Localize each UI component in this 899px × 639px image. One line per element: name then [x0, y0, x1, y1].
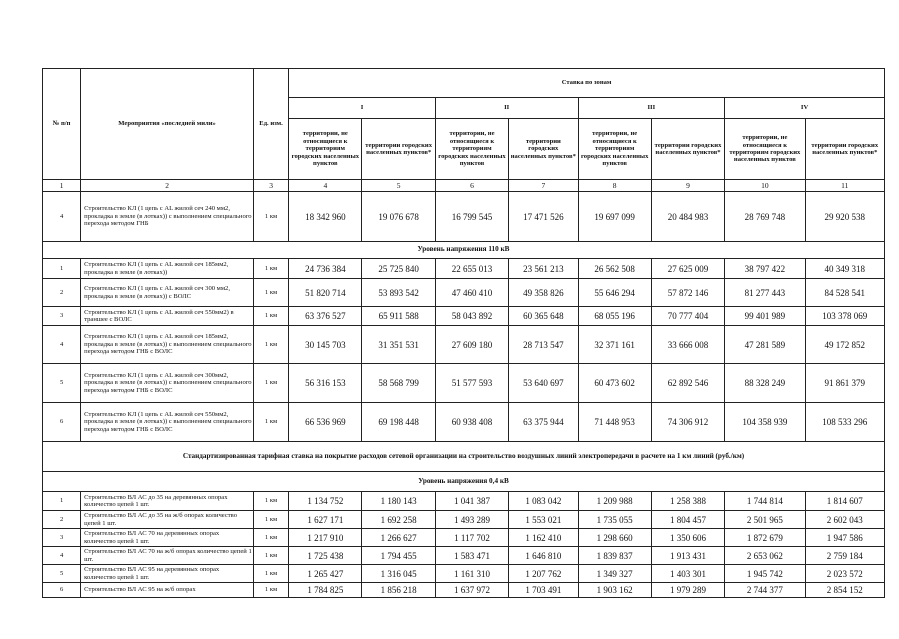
rate-value: 47 460 410	[435, 279, 508, 307]
rate-value: 57 872 146	[651, 279, 724, 307]
rate-value: 18 342 960	[289, 192, 362, 242]
rate-value: 1 403 301	[651, 565, 724, 583]
unit-cell: 1 км	[253, 565, 288, 583]
rate-value: 1 947 586	[805, 529, 884, 547]
rate-value: 31 351 531	[362, 326, 435, 364]
rate-value: 1 258 388	[651, 492, 724, 511]
section-title: Уровень напряжения 110 кВ	[43, 242, 885, 259]
table-row	[43, 492, 885, 511]
header-event: Мероприятия «последней мили»	[81, 69, 254, 180]
rate-value: 25 725 840	[362, 259, 435, 279]
rate-value: 2 653 062	[725, 547, 805, 565]
rate-value: 108 533 296	[805, 403, 884, 442]
table-row	[43, 583, 885, 598]
zone-header: III	[578, 98, 725, 119]
column-number: 8	[578, 180, 651, 192]
rate-value: 1 872 679	[725, 529, 805, 547]
rate-value: 1 814 607	[805, 492, 884, 511]
rate-value: 91 861 379	[805, 364, 884, 403]
measure-name: Строительство КЛ (1 цепь с AL жилой сеч 300мм2, прокладка в земле (в лотках)) с выполнением специального перехода методом ГНБ с ВОЛС	[81, 364, 254, 403]
rate-value: 1 627 171	[289, 511, 362, 529]
rate-value: 33 666 008	[651, 326, 724, 364]
rate-value: 30 145 703	[289, 326, 362, 364]
subheader-non-urban: территории, не относящиеся к территориям городских населенных пунктов	[289, 119, 362, 180]
row-number: 3	[43, 307, 81, 326]
rate-value: 63 376 527	[289, 307, 362, 326]
table-row	[43, 403, 885, 442]
column-number: 9	[651, 180, 724, 192]
rate-value: 1 180 143	[362, 492, 435, 511]
subheader-urban: территории городских населенных пунктов*	[509, 119, 578, 180]
column-number: 11	[805, 180, 884, 192]
section-title: Уровень напряжения 0,4 кВ	[43, 472, 885, 492]
row-number: 4	[43, 192, 81, 242]
measure-name: Строительство ВЛ АС 70 на ж/б опорах количество цепей 1 шт.	[81, 547, 254, 565]
rate-value: 1 856 218	[362, 583, 435, 598]
table-row	[43, 326, 885, 364]
rate-value: 1 553 021	[509, 511, 578, 529]
header-unit: Ед. изм.	[253, 69, 288, 180]
rate-value: 1 266 627	[362, 529, 435, 547]
rate-value: 47 281 589	[725, 326, 805, 364]
unit-cell: 1 км	[253, 307, 288, 326]
unit-cell: 1 км	[253, 547, 288, 565]
rate-value: 81 277 443	[725, 279, 805, 307]
rate-value: 1 646 810	[509, 547, 578, 565]
rate-value: 2 759 184	[805, 547, 884, 565]
zone-header: I	[289, 98, 436, 119]
rate-value: 53 893 542	[362, 279, 435, 307]
rate-value: 1 117 702	[435, 529, 508, 547]
measure-name: Строительство КЛ (1 цепь с AL жилой сеч 300 мм2, прокладка в земле (в лотках)) с ВОЛС	[81, 279, 254, 307]
unit-cell: 1 км	[253, 511, 288, 529]
table-row	[43, 259, 885, 279]
rate-value: 40 349 318	[805, 259, 884, 279]
measure-name: Строительство КЛ (1 цепь с AL жилой сеч 240 мм2, прокладка в земле (в лотках)) с выполнением специального перехода методом ГНБ	[81, 192, 254, 242]
rate-value: 2 602 043	[805, 511, 884, 529]
rate-value: 74 306 912	[651, 403, 724, 442]
column-number: 10	[725, 180, 805, 192]
table-row	[43, 307, 885, 326]
rate-value: 26 562 508	[578, 259, 651, 279]
rate-value: 17 471 526	[509, 192, 578, 242]
rate-value: 56 316 153	[289, 364, 362, 403]
rate-value: 84 528 541	[805, 279, 884, 307]
rate-value: 71 448 953	[578, 403, 651, 442]
rate-value: 28 769 748	[725, 192, 805, 242]
unit-cell: 1 км	[253, 583, 288, 598]
unit-cell: 1 км	[253, 279, 288, 307]
section-title: Стандартизированная тарифная ставка на покрытие расходов сетевой организации на строительство воздушных линий электропередачи в расчете на 1 км линий (руб./км)	[43, 442, 885, 472]
subheader-non-urban: территории, не относящиеся к территориям городских населенных пунктов	[435, 119, 508, 180]
rate-value: 1 784 825	[289, 583, 362, 598]
header-rate-by-zones: Ставка по зонам	[289, 69, 885, 98]
rate-value: 1 316 045	[362, 565, 435, 583]
unit-cell: 1 км	[253, 529, 288, 547]
rate-value: 1 349 327	[578, 565, 651, 583]
measure-name: Строительство КЛ (1 цепь с AL жилой сеч 185мм2, прокладка в земле (в лотках)) с выполнением специального перехода методом ГНБ с ВОЛС	[81, 326, 254, 364]
column-number: 1	[43, 180, 81, 192]
row-number: 4	[43, 326, 81, 364]
rate-value: 27 625 009	[651, 259, 724, 279]
table-row	[43, 511, 885, 529]
rate-value: 1 217 910	[289, 529, 362, 547]
measure-name: Строительство ВЛ АС до 35 на ж/б опорах количество цепей 1 шт.	[81, 511, 254, 529]
rate-value: 1 350 606	[651, 529, 724, 547]
section-header-row	[43, 442, 885, 472]
rate-value: 55 646 294	[578, 279, 651, 307]
unit-cell: 1 км	[253, 364, 288, 403]
table-row	[43, 529, 885, 547]
measure-name: Строительство ВЛ АС 95 на деревянных опорах количество цепей 1 шт.	[81, 565, 254, 583]
rate-value: 27 609 180	[435, 326, 508, 364]
rate-value: 29 920 538	[805, 192, 884, 242]
rate-value: 38 797 422	[725, 259, 805, 279]
rate-value: 103 378 069	[805, 307, 884, 326]
column-number: 7	[509, 180, 578, 192]
tariff-rates-table	[42, 68, 885, 598]
rate-value: 1 979 289	[651, 583, 724, 598]
column-number: 3	[253, 180, 288, 192]
table-row	[43, 565, 885, 583]
rate-value: 1 735 055	[578, 511, 651, 529]
rate-value: 1 794 455	[362, 547, 435, 565]
column-number: 4	[289, 180, 362, 192]
rate-value: 1 804 457	[651, 511, 724, 529]
rate-value: 88 328 249	[725, 364, 805, 403]
table-row	[43, 192, 885, 242]
rate-value: 1 913 431	[651, 547, 724, 565]
rate-value: 1 162 410	[509, 529, 578, 547]
row-number: 6	[43, 583, 81, 598]
unit-cell: 1 км	[253, 403, 288, 442]
subheader-urban: территории городских населенных пунктов*	[651, 119, 724, 180]
rate-value: 58 568 799	[362, 364, 435, 403]
row-number: 3	[43, 529, 81, 547]
rate-value: 49 172 852	[805, 326, 884, 364]
rate-value: 51 820 714	[289, 279, 362, 307]
rate-value: 49 358 826	[509, 279, 578, 307]
rate-value: 1 945 742	[725, 565, 805, 583]
rate-value: 1 207 762	[509, 565, 578, 583]
section-header-row	[43, 242, 885, 259]
rate-value: 68 055 196	[578, 307, 651, 326]
rate-value: 2 744 377	[725, 583, 805, 598]
rate-value: 60 365 648	[509, 307, 578, 326]
measure-name: Строительство КЛ (1 цепь с AL жилой сеч 550мм2, прокладка в земле (в лотках)) с выполнением специального перехода методом ГНБ с ВОЛС	[81, 403, 254, 442]
rate-value: 1 583 471	[435, 547, 508, 565]
rate-value: 1 744 814	[725, 492, 805, 511]
rate-value: 1 725 438	[289, 547, 362, 565]
measure-name: Строительство ВЛ АС до 35 на деревянных опорах количество цепей 1 шт.	[81, 492, 254, 511]
rate-value: 53 640 697	[509, 364, 578, 403]
rate-value: 1 903 162	[578, 583, 651, 598]
rate-value: 19 697 099	[578, 192, 651, 242]
table-row	[43, 364, 885, 403]
rate-value: 66 536 969	[289, 403, 362, 442]
measure-name: Строительство ВЛ АС 95 на ж/б опорах	[81, 583, 254, 598]
rate-value: 24 736 384	[289, 259, 362, 279]
rate-value: 104 358 939	[725, 403, 805, 442]
subheader-urban: территории городских населенных пунктов*	[362, 119, 435, 180]
rate-value: 1 161 310	[435, 565, 508, 583]
rate-value: 1 134 752	[289, 492, 362, 511]
rate-value: 60 938 408	[435, 403, 508, 442]
rate-value: 60 473 602	[578, 364, 651, 403]
zone-header: II	[435, 98, 578, 119]
rate-value: 1 083 042	[509, 492, 578, 511]
rate-value: 70 777 404	[651, 307, 724, 326]
rate-value: 58 043 892	[435, 307, 508, 326]
unit-cell: 1 км	[253, 326, 288, 364]
rate-value: 1 637 972	[435, 583, 508, 598]
rate-value: 16 799 545	[435, 192, 508, 242]
rate-value: 2 023 572	[805, 565, 884, 583]
subheader-urban: территории городских населенных пунктов*	[805, 119, 884, 180]
column-number: 5	[362, 180, 435, 192]
subheader-non-urban: территории, не относящиеся к территориям городских населенных пунктов	[578, 119, 651, 180]
measure-name: Строительство КЛ (1 цепь с AL жилой сеч 550мм2) в траншее с ВОЛС	[81, 307, 254, 326]
rate-value: 51 577 593	[435, 364, 508, 403]
rate-value: 99 401 989	[725, 307, 805, 326]
unit-cell: 1 км	[253, 492, 288, 511]
rate-value: 20 484 983	[651, 192, 724, 242]
rate-value: 62 892 546	[651, 364, 724, 403]
rate-value: 2 501 965	[725, 511, 805, 529]
rate-value: 19 076 678	[362, 192, 435, 242]
row-number: 2	[43, 511, 81, 529]
row-number: 4	[43, 547, 81, 565]
table-row	[43, 279, 885, 307]
rate-value: 2 854 152	[805, 583, 884, 598]
section-header-row	[43, 472, 885, 492]
rate-value: 69 198 448	[362, 403, 435, 442]
rate-value: 1 298 660	[578, 529, 651, 547]
rate-value: 1 209 988	[578, 492, 651, 511]
rate-value: 1 493 289	[435, 511, 508, 529]
rate-value: 28 713 547	[509, 326, 578, 364]
rate-value: 1 041 387	[435, 492, 508, 511]
rate-value: 1 839 837	[578, 547, 651, 565]
row-number: 6	[43, 403, 81, 442]
subheader-non-urban: территории, не относящиеся к территориям городских населенных пунктов	[725, 119, 805, 180]
rate-value: 63 375 944	[509, 403, 578, 442]
header-num: № п/п	[43, 69, 81, 180]
row-number: 2	[43, 279, 81, 307]
rate-value: 32 371 161	[578, 326, 651, 364]
row-number: 1	[43, 492, 81, 511]
rate-value: 23 561 213	[509, 259, 578, 279]
row-number: 5	[43, 364, 81, 403]
zone-header: IV	[725, 98, 885, 119]
measure-name: Строительство КЛ (1 цепь с AL жилой сеч 185мм2, прокладка в земле (в лотках))	[81, 259, 254, 279]
rate-value: 65 911 588	[362, 307, 435, 326]
rate-value: 22 655 013	[435, 259, 508, 279]
row-number: 5	[43, 565, 81, 583]
table-row	[43, 547, 885, 565]
unit-cell: 1 км	[253, 259, 288, 279]
measure-name: Строительство ВЛ АС 70 на деревянных опорах количество цепей 1 шт.	[81, 529, 254, 547]
rate-value: 1 265 427	[289, 565, 362, 583]
row-number: 1	[43, 259, 81, 279]
unit-cell: 1 км	[253, 192, 288, 242]
column-number: 2	[81, 180, 254, 192]
column-numbers-row	[43, 180, 885, 192]
column-number: 6	[435, 180, 508, 192]
rate-value: 1 692 258	[362, 511, 435, 529]
rate-value: 1 703 491	[509, 583, 578, 598]
